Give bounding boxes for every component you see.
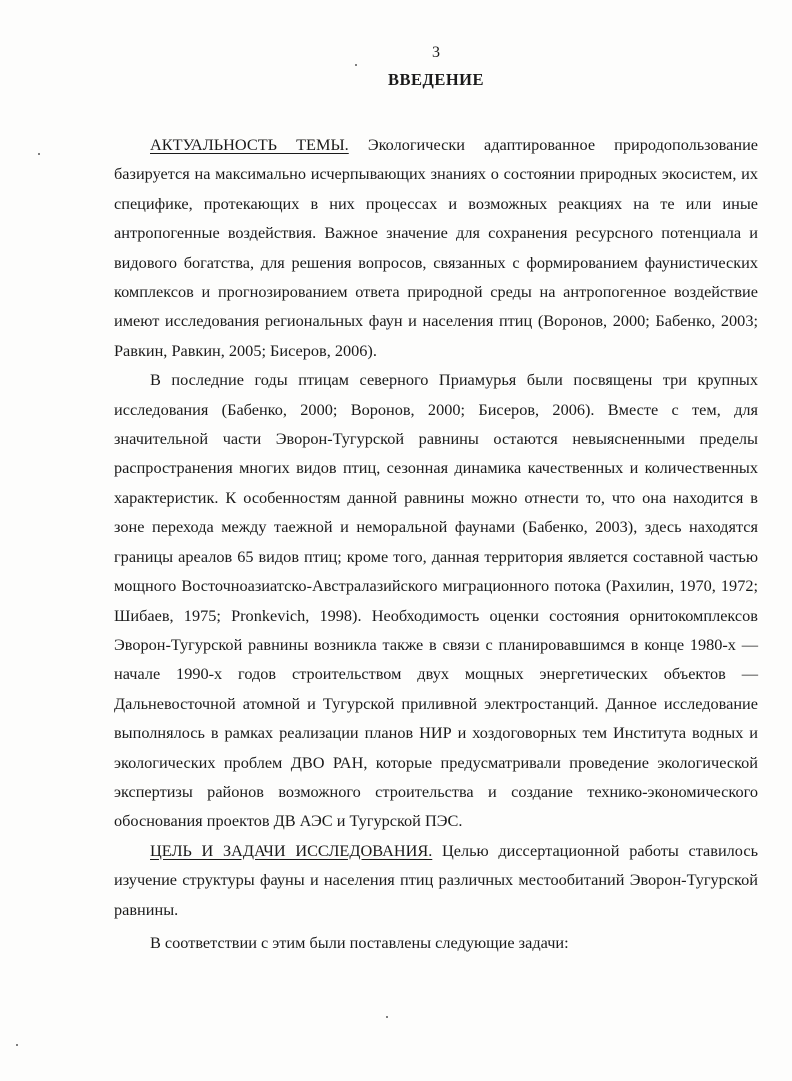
page-title: ВВЕДЕНИЕ	[387, 70, 485, 89]
scan-speck	[386, 1016, 388, 1018]
scan-speck	[16, 1044, 18, 1046]
page-number: 3	[432, 44, 440, 61]
paragraph-recent-years: В последние годы птицам северного Приамурья были посвящены три крупных исследования (Бабенко, 2000; Воронов, 2000; Бисеров, 2006). Вместе с тем, для значительной части Эворон-Тугурской равнины остаются невыясненными пределы распространения многих видов птиц, сезонная динамика качественных и количественных характеристик. К особенностям данной равнины можно отнести то, что она находится в зоне перехода между таежной и неморальной фаунами (Бабенко, 2003), здесь находятся границы ареалов 65 видов птиц; кроме того, данная территория является составной частью мощного Восточноазиатско-Австралазийского миграционного потока (Рахилин, 1970, 1972; Шибаев, 1975; Pronkevich, 1998). Необходимость оценки состояния орнитокомплексов Эворон-Тугурской равнины возникла также в связи с планировавшимся в конце 1980-х — начале 1990-х годов строительством двух мощных энергетических объектов — Дальневосточной атомной и Тугурской приливной электростанций. Данное исследование выполнялось в рамках реализации планов НИР и хоздоговорных тем Института водных и экологических проблем ДВО РАН, которые предусматривали проведение экологической экспертизы районов возможного строительства и создание технико-экономического обоснования проектов ДВ АЭС и Тугурской ПЭС.	[114, 370, 758, 831]
paragraph-tasks-intro: В соответствии с этим были поставлены следующие задачи:	[150, 932, 569, 952]
paragraph-relevance-text: Экологически адаптированное природопользование базируется на максимально исчерпывающих знаниях о состоянии природных экосистем, их специфике, протекающих в них процессах и возможных реакциях на те или иные антропогенные воздействия. Важное значение для сохранения ресурсного потенциала и видового богатства, для решения вопросов, связанных с формированием фаунистических комплексов и прогнозированием ответа природной среды на антропогенное воздействие имеют исследования региональных фаун и населения птиц (Воронов, 2000; Бабенко, 2003; Равкин, Равкин, 2005; Бисеров, 2006).	[114, 135, 759, 360]
paragraph-goal	[114, 836, 758, 924]
section-title-goal: ЦЕЛЬ И ЗАДАЧИ ИССЛЕДОВАНИЯ.	[150, 840, 433, 860]
scan-speck	[355, 64, 357, 66]
document-body	[114, 130, 758, 957]
paragraph-relevance	[114, 130, 758, 365]
paragraph-goal-text: Целью диссертационной работы ставилось изучение структуры фауны и населения птиц различных местообитаний Эворон-Тугурской равнины.	[114, 840, 758, 919]
scan-speck	[38, 153, 40, 155]
section-title-relevance: АКТУАЛЬНОСТЬ ТЕМЫ.	[150, 135, 349, 154]
